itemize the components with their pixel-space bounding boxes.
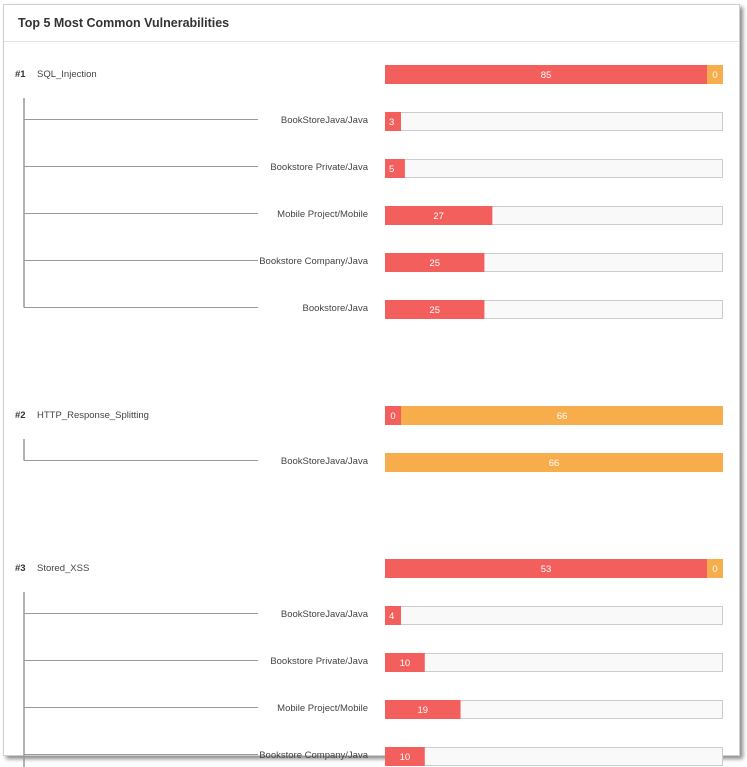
- group-value-red: 85: [540, 70, 552, 82]
- item-label: Mobile Project/Mobile: [277, 209, 368, 221]
- item-value: 3: [389, 117, 395, 129]
- item-bar-track: [386, 748, 723, 766]
- item-label: Bookstore Company/Java: [259, 256, 368, 268]
- item-label: Bookstore Private/Java: [270, 656, 368, 668]
- group-value-orange: 66: [556, 411, 568, 423]
- item-bar-red[interactable]: [385, 159, 405, 178]
- item-bar-track: [386, 113, 723, 131]
- item-bar-track: [386, 654, 723, 672]
- item-value: 66: [548, 458, 560, 470]
- group-name: Stored_XSS: [37, 563, 90, 575]
- group-value-red: 0: [390, 411, 396, 423]
- item-label: BookStoreJava/Java: [280, 609, 368, 621]
- item-label: Bookstore Private/Java: [270, 162, 368, 174]
- group-name: HTTP_Response_Splitting: [37, 410, 149, 422]
- item-value: 27: [433, 211, 444, 223]
- group-rank: #2: [15, 410, 26, 422]
- group-name: SQL_Injection: [37, 69, 97, 81]
- item-bar-track: [386, 607, 723, 625]
- item-label: BookStoreJava/Java: [280, 115, 368, 127]
- item-label: Bookstore/Java: [302, 303, 368, 315]
- item-value: 19: [417, 705, 429, 717]
- group-value-orange: 0: [712, 564, 718, 576]
- item-value: 4: [389, 611, 395, 623]
- group-rank: #1: [15, 69, 26, 81]
- item-value: 5: [389, 164, 395, 176]
- item-value: 10: [399, 658, 411, 670]
- item-value: 10: [399, 752, 411, 764]
- group-value-orange: 0: [712, 70, 718, 82]
- widget-title: Top 5 Most Common Vulnerabilities: [18, 16, 230, 30]
- group-rank: #3: [15, 563, 26, 575]
- vulnerabilities-widget: [3, 4, 740, 764]
- group-value-red: 53: [540, 564, 552, 576]
- item-value: 25: [429, 258, 440, 270]
- item-value: 25: [429, 305, 440, 317]
- item-label: Bookstore Company/Java: [259, 750, 368, 762]
- item-bar-track: [386, 160, 723, 178]
- item-label: Mobile Project/Mobile: [277, 703, 368, 715]
- vulnerability-bar-chart: [4, 5, 739, 764]
- item-label: BookStoreJava/Java: [280, 456, 368, 468]
